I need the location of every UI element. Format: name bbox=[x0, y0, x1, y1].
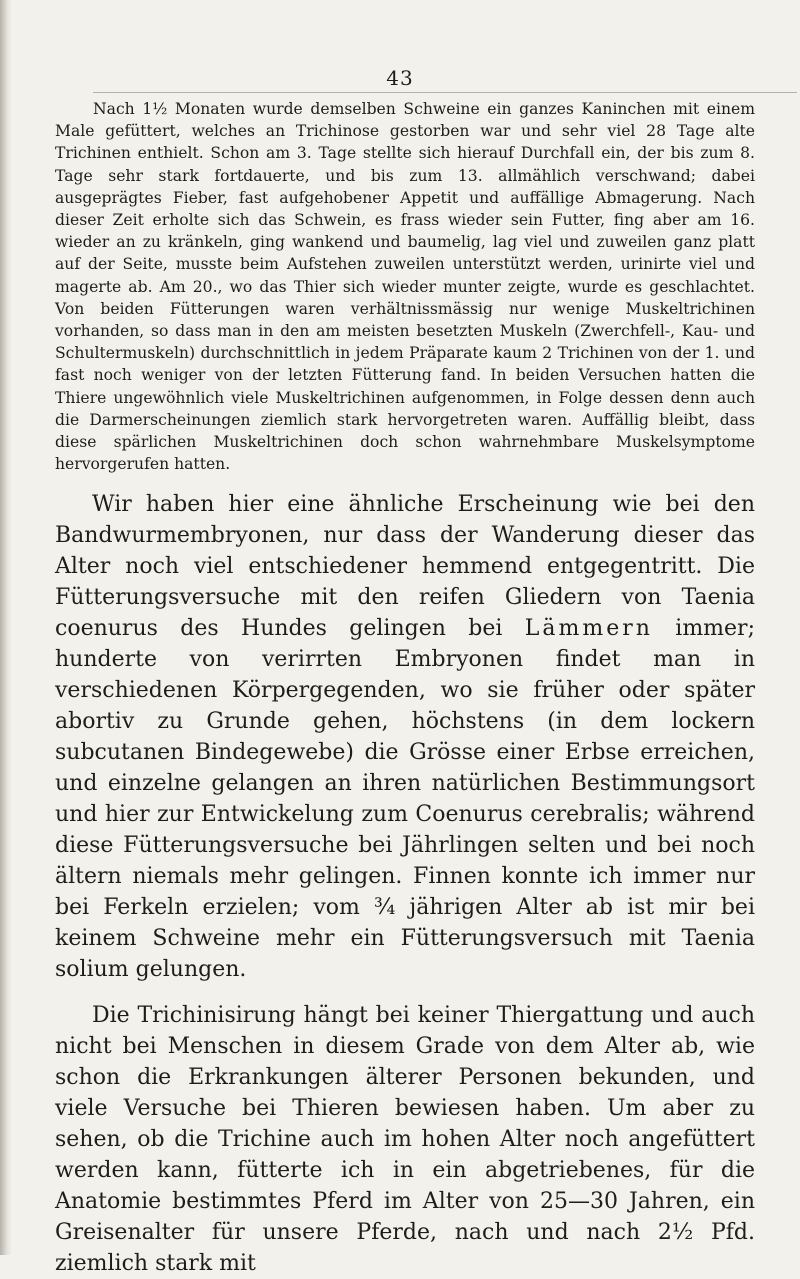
paragraph-text-part: immer; hunderte von verirrten Embryonen findet man in verschiedenen Körpergegenden, wo sie früher oder später abortiv zu Grunde gehen, höchstens (in dem lockern subcutanen Bindegewebe) die Grösse einer Erbse erreichen, und einzelne gelangen an ihren natürlichen Bestimmungsort und hier zur Entwickelung zum Coenurus cerebralis; während diese Fütterungsversuche bei Jährlingen selten und bei noch ältern niemals mehr gelingen. Finnen konnte ich immer nur bei Ferkeln erzielen; vom ¾ jährigen Alter ab ist mir bei keinem Schweine mehr ein Fütterungsversuch mit Taenia solium gelungen. bbox=[55, 616, 755, 982]
header-rule bbox=[93, 92, 797, 93]
paragraph-trichinisation: Die Trichinisirung hängt bei keiner Thiergattung und auch nicht bei Menschen in diesem Grade von dem Alter ab, wie schon die Erkrankungen älterer Personen bekunden, und viele Versuche bei Thieren bewiesen haben. Um aber zu sehen, ob die Trichine auch im hohen Alter noch angefüttert werden kann, fütterte ich in ein abgetriebenes, für die Anatomie bestimmtes Pferd im Alter von 25—30 Jahren, ein Greisenalter für unsere Pferde, nach und nach 2½ Pfd. ziemlich stark mit bbox=[55, 1003, 755, 1276]
emphasis-laemmern: Lämmern bbox=[524, 616, 653, 641]
paragraph-text-part: Wir haben hier eine ähnliche Erscheinung wie bei den Bandwurmembryonen, nur dass der Wanderung dieser das Alter noch viel entschiedener hemmend entgegentritt. Die Fütterungsversuche mit den reifen Gliedern von Taenia coenurus des Hundes gelingen bei bbox=[55, 492, 755, 641]
paragraph-tapeworm-embryos bbox=[55, 489, 755, 985]
page-number: 43 bbox=[386, 66, 414, 90]
paragraph-feeding-experiment: Nach 1½ Monaten wurde demselben Schweine ein ganzes Kaninchen mit einem Male gefüttert, welches an Trichinose gestorben war und sehr viel 28 Tage alte Trichinen enthielt. Schon am 3. Tage stellte sich hierauf Durchfall ein, der bis zum 8. Tage sehr stark fortdauerte, und bis zum 13. allmählich verschwand; dabei ausgeprägtes Fieber, fast aufgehobener Appetit und auffällige Abmagerung. Nach dieser Zeit erholte sich das Schwein, es frass wieder sein Futter, fing aber am 16. wieder an zu kränkeln, ging wankend und baumelig, lag viel und zuweilen ganz platt auf der Seite, musste beim Aufstehen zuweilen unterstützt werden, urinirte viel und magerte ab. Am 20., wo das Thier sich wieder munter zeigte, wurde es geschlachtet. Von beiden Fütterungen waren verhältnissmässig nur wenige Muskeltrichinen vorhanden, so dass man in den am meisten besetzten Muskeln (Zwerchfell-, Kau- und Schultermuskeln) durchschnittlich in jedem Präparate kaum 2 Trichinen von der 1. und fast noch weniger von der letzten Fütterung fand. In beiden Versuchen hatten die Thiere ungewöhnlich viele Muskeltrichinen aufgenommen, in Folge dessen denn auch die Darmerscheinungen ziemlich stark hervorgetreten waren. Auffällig bleibt, dass diese spärlichen Muskeltrichinen doch schon wahrnehmbare Muskelsymptome hervorgerufen hatten. bbox=[55, 100, 755, 474]
page-edge-shadow bbox=[0, 0, 12, 1255]
